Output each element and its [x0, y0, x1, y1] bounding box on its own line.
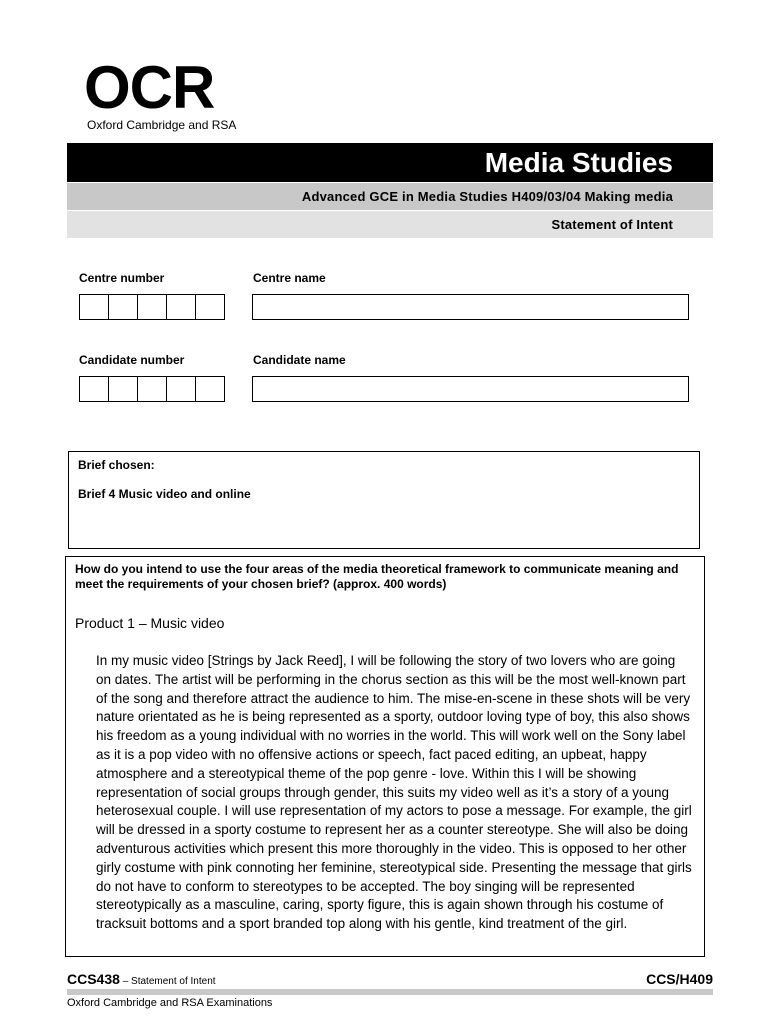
candidate-number-digit[interactable] [108, 376, 138, 402]
question-prompt: How do you intend to use the four areas of the media theoretical framework to communicate meaning and meet the requirements of your chosen brief? (approx. 400 words) [75, 562, 679, 591]
footer-org: Oxford Cambridge and RSA Examinations [67, 997, 273, 1009]
centre-number-digit[interactable] [79, 294, 109, 320]
centre-name-label: Centre name [253, 271, 326, 285]
candidate-number-digit[interactable] [166, 376, 196, 402]
logo-subtitle: Oxford Cambridge and RSA [87, 118, 237, 132]
footer-code [67, 971, 216, 987]
candidate-name-label: Candidate name [253, 353, 346, 367]
candidate-number-label: Candidate number [79, 353, 185, 367]
title-bar [67, 143, 713, 182]
centre-number-digit[interactable] [195, 294, 225, 320]
candidate-name-field[interactable] [252, 376, 689, 402]
doc-type-bar [67, 211, 713, 238]
subtitle-bar [67, 183, 713, 210]
candidate-number-field[interactable] [79, 376, 225, 402]
footer-rule [67, 989, 713, 995]
footer-ref: CCS/H409 [646, 971, 713, 987]
brief-value: Brief 4 Music video and online [78, 487, 251, 501]
centre-name-field[interactable] [252, 294, 689, 320]
product-heading: Product 1 – Music video [75, 615, 225, 631]
footer-code-id: CCS438 [67, 971, 120, 987]
candidate-number-digit[interactable] [137, 376, 167, 402]
candidate-number-digit[interactable] [79, 376, 109, 402]
centre-number-field[interactable] [79, 294, 225, 320]
doc-type-title: Statement of Intent [551, 217, 673, 232]
centre-number-digit[interactable] [108, 294, 138, 320]
ocr-logo: OCR [84, 54, 215, 121]
centre-number-digit[interactable] [166, 294, 196, 320]
answer-text: In my music video [Strings by Jack Reed], I will be following the story of two lovers who are going on dates. The artist will be performing in the chorus section as this will be the most well-known part of the song and therefore attract the audience to him. The mise-en-scene in these shots will be very nature orientated as he is being represented as a sporty, outdoor loving type of boy, this also shows his freedom as a young individual with no worries in the world. This will work well on the Sony label as it is a pop video with no offensive actions or speech, fact paced editing, an upbeat, happy atmosphere and a stereotypical theme of the pop genre - love. Within this I will be showing representation of social groups through gender, this suits my video well as it’s a story of a young heterosexual couple. I will use representation of my actors to pose a message. For example, the girl will be dressed in a sporty costume to represent her as a counter stereotype. She will also be doing adventurous activities which present this more thoroughly in the video. This is opposed to her other girly costume with pink connoting her feminine, stereotypical side. Presenting the message that girls do not have to conform to stereotypes to be accepted. The boy singing will be represented stereotypically as a masculine, caring, sporty figure, this is again shown through his costume of tracksuit bottoms and a sport branded top along with his gentle, kind treatment of the girl. [96, 653, 692, 932]
brief-label: Brief chosen: [78, 458, 155, 472]
page-title: Media Studies [484, 147, 673, 178]
centre-number-label: Centre number [79, 271, 165, 285]
question-box [65, 556, 705, 957]
centre-number-digit[interactable] [137, 294, 167, 320]
candidate-number-digit[interactable] [195, 376, 225, 402]
footer-code-suffix: – Statement of Intent [119, 976, 216, 987]
qualification-title: Advanced GCE in Media Studies H409/03/04 Making media [301, 189, 673, 204]
brief-box [68, 451, 700, 549]
